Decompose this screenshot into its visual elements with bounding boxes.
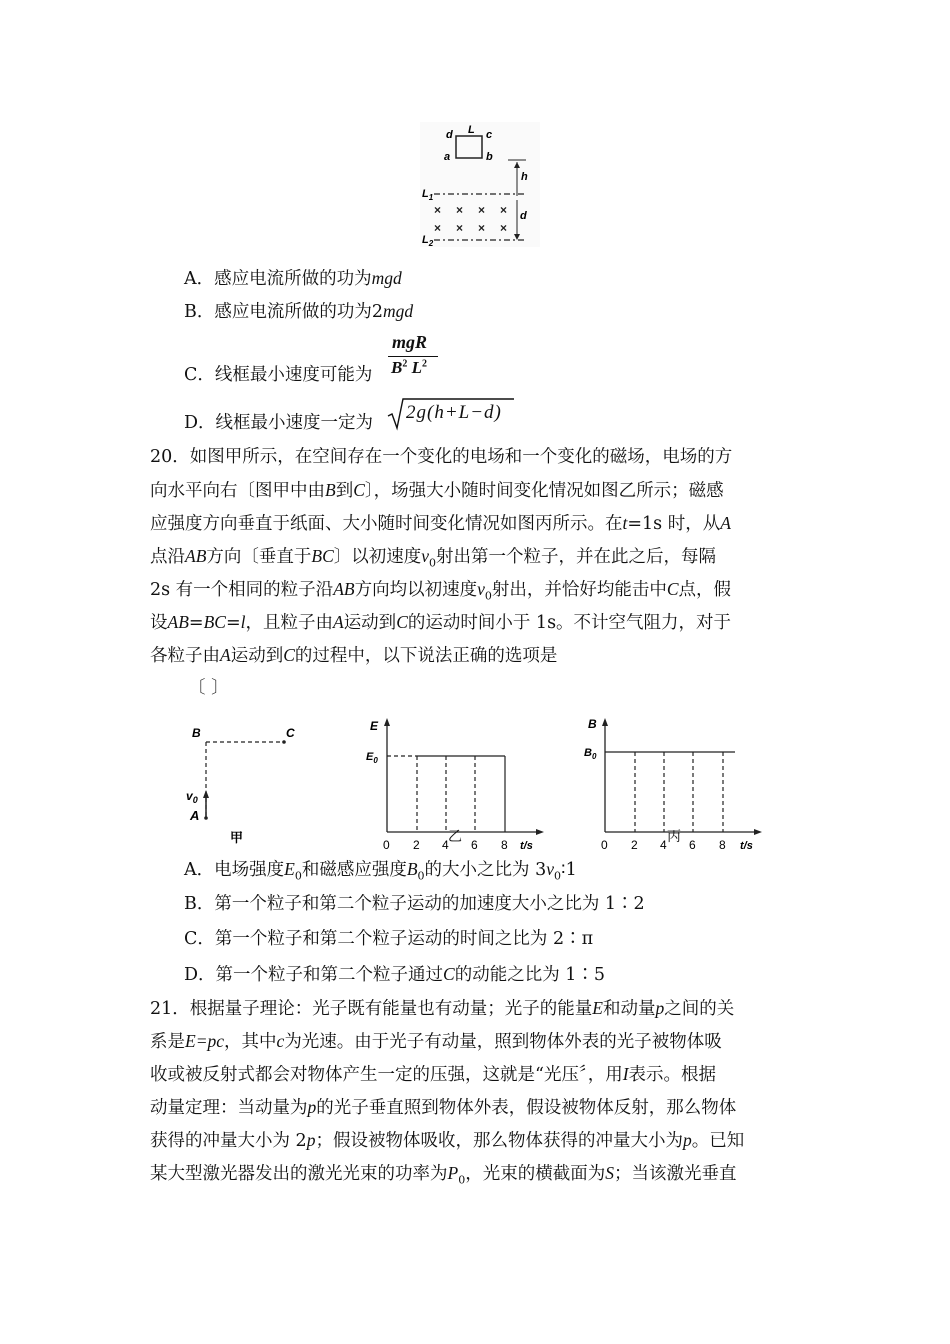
axis-x-label: t/s — [520, 840, 533, 852]
q21-line-1: 21．根据量子理论：光子既有能量也有动量；光子的能量E和动量p之间的关 — [150, 998, 735, 1019]
field-cross: × — [456, 203, 464, 217]
label-c: c — [486, 129, 493, 141]
label-d: d — [446, 129, 453, 141]
label-a: a — [444, 151, 451, 163]
q20-line-4: 点沿AB方向〔垂直于BC〕以初速度$v_0$射出第一个粒子，并在此之后，每隔 — [150, 546, 717, 570]
fraction-numerator: mgR — [392, 332, 428, 352]
axis-x-label: t/s — [740, 840, 753, 852]
q19-option-c: C．线框最小速度可能为 — [184, 365, 373, 385]
tick-6: 6 — [689, 838, 696, 852]
q20-option-a: A．电场强度$E_0$和磁感应强度$B_0$的大小之比为 $3v_0∶1$ — [184, 859, 577, 883]
field-cross: × — [500, 221, 508, 235]
field-cross: × — [478, 203, 486, 217]
tick-6: 6 — [471, 838, 478, 852]
axis-y-label: E — [370, 719, 379, 733]
q21-line-4: 动量定理：当动量为p的光子垂直照到物体外表，假设被物体反射，那么物体 — [150, 1097, 737, 1118]
q20-option-d: D．第一个粒子和第二个粒子通过C的动能之比为 1∶5 — [184, 964, 606, 985]
field-cross: × — [500, 203, 508, 217]
field-cross: × — [434, 221, 442, 235]
q21-line-2: 系是E=pc，其中c为光速。由于光子有动量，照到物体外表的光子被物体吸 — [150, 1031, 722, 1052]
label-d2: d — [520, 210, 527, 222]
caption-bing: 丙 — [667, 829, 681, 845]
figure-jia — [180, 718, 300, 848]
label-L: L — [468, 124, 475, 136]
q20-line-6: 设AB=BC=l，且粒子由A运动到C的运动时间小于 1s。不计空气阻力，对于 — [150, 612, 732, 633]
q20-line-3: 应强度方向垂直于纸面、大小随时间变化情况如图丙所示。在t=1s 时，从A — [150, 513, 731, 534]
level-E0: $E_0$ — [366, 751, 378, 765]
tick-0: 0 — [601, 838, 608, 852]
tick-0: 0 — [383, 838, 390, 852]
q20-line-7: 各粒子由A运动到C的过程中，以下说法正确的选项是 — [150, 645, 558, 666]
fraction-denominator: $B^2$ $L^2$ — [391, 358, 427, 377]
tick-2: 2 — [631, 838, 638, 852]
q21-line-5: 获得的冲量大小为 2p；假设被物体吸收，那么物体获得的冲量大小为p。已知 — [150, 1130, 745, 1151]
q19-option-a: A．感应电流所做的功为mgd — [184, 268, 402, 289]
label-v0: $v_0$ — [186, 789, 198, 805]
label-b: b — [486, 151, 493, 163]
point-C: C — [286, 726, 295, 740]
q19-option-b: B．感应电流所做的功为2mgd — [184, 301, 414, 322]
answer-blank: 〔 〕 — [188, 678, 229, 698]
tick-8: 8 — [719, 838, 726, 852]
point-A: A — [190, 808, 200, 823]
q20-option-b: B．第一个粒子和第二个粒子运动的加速度大小之比为 1∶2 — [184, 894, 645, 914]
field-cross: × — [478, 221, 486, 235]
q21-line-6: 某大型激光器发出的激光光束的功率为$P_0$，光束的横截面为S；当该激光垂直 — [150, 1163, 737, 1187]
field-cross: × — [456, 221, 464, 235]
axis-y-label: B — [588, 717, 597, 731]
label-L2: $L_2$ — [422, 234, 434, 247]
label-L1: $L_1$ — [422, 188, 434, 202]
caption-jia: 甲 — [230, 830, 244, 845]
caption-yi: 乙 — [448, 829, 462, 845]
tick-4: 4 — [442, 838, 449, 852]
frame-field-figure — [420, 122, 540, 247]
level-B0: $B_0$ — [584, 747, 597, 761]
fraction-bar — [388, 356, 438, 357]
q20-line-1: 20．如图甲所示，在空间存在一个变化的电场和一个变化的磁场，电场的方 — [150, 447, 733, 467]
q20-option-c: C．第一个粒子和第二个粒子运动的时间之比为 2∶π — [184, 929, 594, 949]
q20-line-2: 向水平向右〔图甲中由B到C〕，场强大小随时间变化情况如图乙所示；磁感 — [150, 480, 724, 501]
tick-4: 4 — [660, 838, 667, 852]
tick-8: 8 — [501, 838, 508, 852]
tick-2: 2 — [413, 838, 420, 852]
q19-option-d: D．线框最小速度一定为 — [184, 413, 374, 433]
q20-line-5: 2s 有一个相同的粒子沿AB方向均以初速度$v_0$射出，并恰好均能击中C点，假 — [150, 579, 732, 603]
label-h: h — [521, 171, 528, 183]
field-cross: × — [434, 203, 442, 217]
point-B: B — [192, 726, 201, 740]
sqrt-radicand: 2g(h+L−d) — [406, 402, 502, 423]
q21-line-3: 收或被反射式都会对物体产生一定的压强，这就是“光压〞，用I表示。根据 — [150, 1064, 717, 1085]
